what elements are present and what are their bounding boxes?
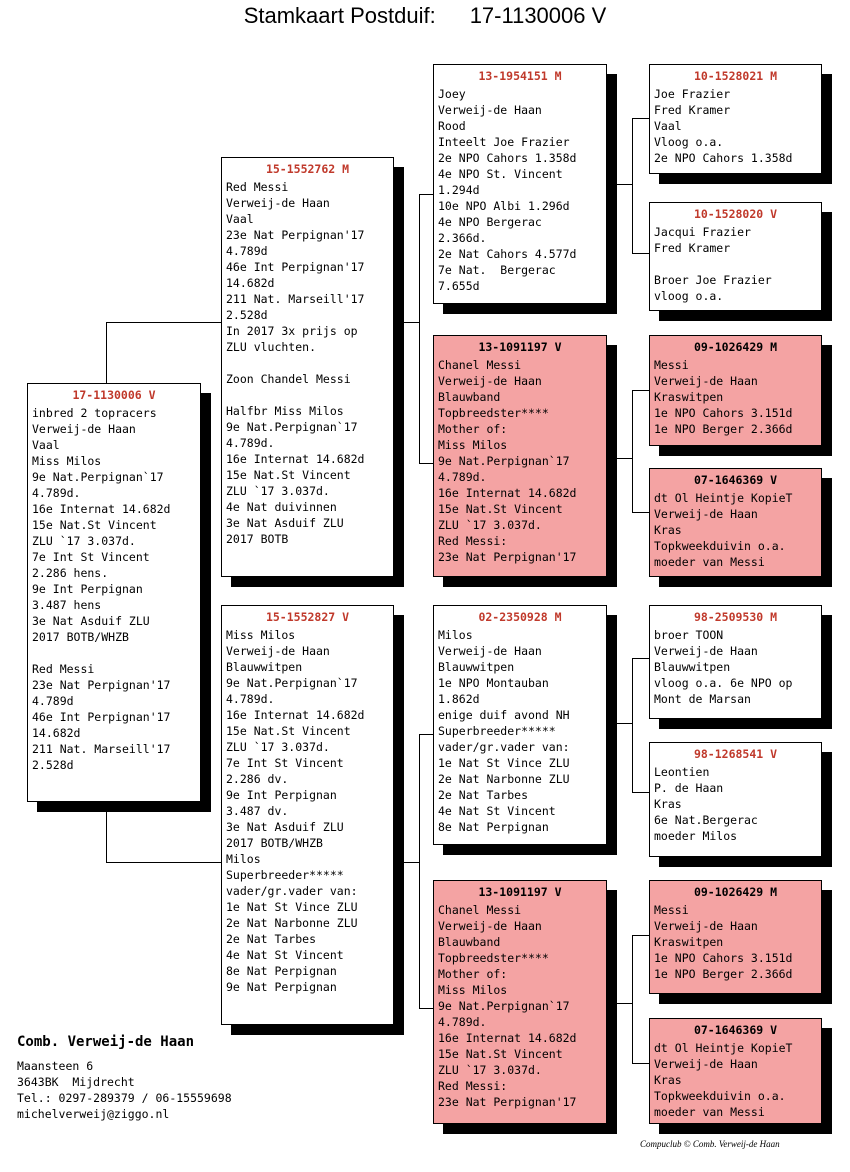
card-text: Milos Verweij-de Haan Blauwwitpen 1e NPO Montauban 1.862d enige duif avond NH Superbreeder***** vader/gr.vader van: 1e Nat St Vince ZLU 2e Nat Narbonne ZLU 2e Nat Tarbes 4e Nat St Vincent 8e Nat Perpignan bbox=[438, 628, 570, 834]
connector bbox=[632, 253, 650, 254]
card-text: Red Messi Verweij-de Haan Vaal 23e Nat Perpignan'17 4.789d 46e Int Perpignan'17 14.682d 211 Nat. Marseill'17 2.528d In 2017 3x prijs op ZLU vluchten. Zoon Chandel Messi Halfbr Miss Milos 9e Nat.Perpignan`17 4.789d. 16e Internat 14.682d 15e Nat.St Vincent ZLU `17 3.037d. 4e Nat duivinnen 3e Nat Asduif ZLU 2017 BOTB bbox=[226, 180, 365, 546]
connector bbox=[632, 512, 650, 513]
card-text: inbred 2 topracers Verweij-de Haan Vaal Miss Milos 9e Nat.Perpignan`17 4.789d. 16e Internat 14.682d 15e Nat.St Vincent ZLU `17 3.037d. 7e Int St Vincent 2.286 hens. 9e Int Perpignan 3.487 hens 3e Nat Asduif ZLU 2017 BOTB/WHZB Red Messi 23e Nat Perpignan'17 4.789d 46e Int Perpignan'17 14.682d 211 Nat. Marseill'17 2.528d bbox=[32, 406, 171, 772]
connector bbox=[632, 935, 633, 1064]
card-ring: 13-1091197 V bbox=[478, 885, 562, 899]
card-sire-dam bbox=[433, 335, 607, 577]
connector bbox=[632, 658, 650, 659]
connector bbox=[632, 390, 650, 391]
card-sire-sire bbox=[433, 64, 607, 304]
card-ring: 09-1026429 M bbox=[693, 885, 778, 899]
card-dam-sire-dam bbox=[649, 742, 822, 857]
connector bbox=[106, 322, 222, 323]
card-text: dt Ol Heintje KopieT Verweij-de Haan Kras Topkweekduivin o.a. moeder van Messi bbox=[654, 1041, 793, 1119]
card-text: Leontien P. de Haan Kras 6e Nat.Bergerac moeder Milos bbox=[654, 765, 758, 843]
connector bbox=[393, 322, 420, 323]
connector bbox=[606, 458, 632, 459]
card-sire bbox=[221, 157, 394, 577]
card-ring: 10-1528021 M bbox=[693, 69, 778, 83]
card-sire-sire-dam bbox=[649, 202, 822, 311]
connector bbox=[632, 935, 650, 936]
connector bbox=[419, 463, 434, 464]
page-title bbox=[0, 3, 850, 29]
owner-address: Maansteen 6 3643BK Mijdrecht Tel.: 0297-289379 / 06-15559698 michelverweij@ziggo.nl bbox=[17, 1059, 232, 1121]
card-ring: 15-1552762 M bbox=[265, 162, 350, 176]
owner-info bbox=[17, 1034, 232, 1122]
card-ring: 07-1646369 V bbox=[693, 473, 778, 487]
card-sire-dam-sire bbox=[649, 335, 822, 446]
footer-credit: Compuclub © Comb. Verweij-de Haan bbox=[640, 1139, 780, 1149]
connector bbox=[632, 1063, 650, 1064]
card-text: Miss Milos Verweij-de Haan Blauwwitpen 9e Nat.Perpignan`17 4.789d. 16e Internat 14.682d 15e Nat.St Vincent ZLU `17 3.037d. 7e Int St Vincent 2.286 dv. 9e Int Perpignan 3.487 dv. 3e Nat Asduif ZLU 2017 BOTB/WHZB Milos Superbreeder***** vader/gr.vader van: 1e Nat St Vince ZLU 2e Nat Narbonne ZLU 2e Nat Tarbes 4e Nat St Vincent 8e Nat Perpignan 9e Nat Perpignan bbox=[226, 628, 365, 994]
connector bbox=[606, 723, 632, 724]
card-dam-sire bbox=[433, 605, 607, 845]
title-ring: 17-1130006 V bbox=[469, 3, 607, 28]
card-ring: 98-1268541 V bbox=[693, 747, 778, 761]
connector bbox=[419, 734, 434, 735]
card-dam-dam bbox=[433, 880, 607, 1124]
card-ring: 02-2350928 M bbox=[478, 610, 562, 624]
connector bbox=[606, 1003, 632, 1004]
card-dam-dam-dam bbox=[649, 1018, 822, 1124]
connector bbox=[632, 792, 650, 793]
card-text: Joe Frazier Fred Kramer Vaal Vloog o.a. 2e NPO Cahors 1.358d bbox=[654, 87, 793, 165]
card-subject bbox=[27, 383, 201, 802]
card-ring: 09-1026429 M bbox=[693, 340, 778, 354]
card-text: Chanel Messi Verweij-de Haan Blauwband Topbreedster**** Mother of: Miss Milos 9e Nat.Perpignan`17 4.789d. 16e Internat 14.682d 15e Nat.St Vincent ZLU `17 3.037d. Red Messi: 23e Nat Perpignan'17 bbox=[438, 358, 577, 564]
card-ring: 07-1646369 V bbox=[693, 1023, 778, 1037]
card-ring: 15-1552827 V bbox=[265, 610, 350, 624]
connector bbox=[606, 184, 632, 185]
connector bbox=[632, 118, 633, 254]
connector bbox=[106, 862, 222, 863]
card-dam-dam-sire bbox=[649, 880, 822, 994]
connector bbox=[393, 862, 420, 863]
connector bbox=[419, 194, 434, 195]
card-text: Jacqui Frazier Fred Kramer Broer Joe Frazier vloog o.a. bbox=[654, 225, 772, 303]
card-ring: 10-1528020 V bbox=[693, 207, 778, 221]
card-ring: 17-1130006 V bbox=[72, 388, 156, 402]
card-dam bbox=[221, 605, 394, 1025]
connector bbox=[632, 658, 633, 793]
card-text: Chanel Messi Verweij-de Haan Blauwband Topbreedster**** Mother of: Miss Milos 9e Nat.Perpignan`17 4.789d. 16e Internat 14.682d 15e Nat.St Vincent ZLU `17 3.037d. Red Messi: 23e Nat Perpignan'17 bbox=[438, 903, 577, 1109]
card-text: Messi Verweij-de Haan Kraswitpen 1e NPO Cahors 3.151d 1e NPO Berger 2.366d bbox=[654, 358, 793, 436]
connector bbox=[106, 322, 107, 384]
title-label: Stamkaart Postduif: bbox=[243, 3, 436, 28]
card-text: broer TOON Verweij-de Haan Blauwwitpen vloog o.a. 6e NPO op Mont de Marsan bbox=[654, 628, 793, 706]
card-ring: 13-1091197 V bbox=[478, 340, 562, 354]
card-text: Joey Verweij-de Haan Rood Inteelt Joe Frazier 2e NPO Cahors 1.358d 4e NPO St. Vincent 1.294d 10e NPO Albi 1.296d 4e NPO Bergerac 2.366d. 2e Nat Cahors 4.577d 7e Nat. Bergerac 7.655d bbox=[438, 87, 577, 293]
connector bbox=[632, 390, 633, 513]
card-text: dt Ol Heintje KopieT Verweij-de Haan Kras Topkweekduivin o.a. moeder van Messi bbox=[654, 491, 793, 569]
card-dam-sire-sire bbox=[649, 605, 822, 719]
connector bbox=[106, 810, 107, 863]
owner-name: Comb. Verweij-de Haan bbox=[17, 1034, 195, 1050]
card-ring: 13-1954151 M bbox=[478, 69, 562, 83]
connector bbox=[419, 1008, 434, 1009]
card-text: Messi Verweij-de Haan Kraswitpen 1e NPO Cahors 3.151d 1e NPO Berger 2.366d bbox=[654, 903, 793, 981]
connector bbox=[419, 734, 420, 1009]
card-sire-sire-sire bbox=[649, 64, 822, 174]
card-sire-dam-dam bbox=[649, 468, 822, 577]
connector bbox=[632, 118, 650, 119]
card-ring: 98-2509530 M bbox=[693, 610, 778, 624]
connector bbox=[419, 194, 420, 464]
